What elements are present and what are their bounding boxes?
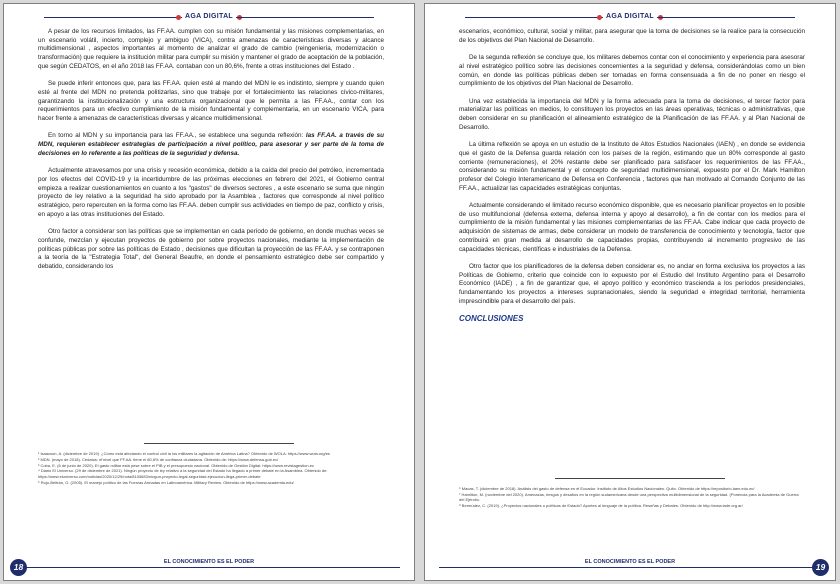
footnote: ⁵ Rojo-Beltrán, G. (2005). El manejo político de las Fuerzas Armadas en Latinoamérica. Military Review. Obtenido de https://www.academia.edu/ [38, 479, 294, 485]
paragraph: Actualmente considerando el limitado recurso económico disponible, que es necesario planificar proyectos en lo posible de uso multifuncional (defensa externa, defensa interna y apoyo al desarrollo), a fin de contar con los medios para el cumplimiento de la misión fundamental y las misiones complementarias de las FF.AA. Cabe indicar que cada proyecto de adquisición de sistemas de armas, debe considerar un modelo de transferencia de conocimiento y tecnología, factor que contribuirá en gran medida al desarrollo de capacidades propias, contribuyendo al incremento progresivo de las capacidades técnicas, científicas e industriales de la Defensa. [459, 202, 805, 253]
footnote: ⁶ Macas, T. (diciembre de 2018). Análisis del gasto de defensa en el Ecuador. Instituto de Altos Estudios Nacionales. Quito. Obtenido de https://repositorio.iaen.edu.ec/ [459, 486, 755, 491]
footnotes [38, 451, 384, 485]
paragraph: Se puede inferir entonces que, para las FF.AA. quien esté al mando del MDN le es indistinto, siempre y cuando quien esté al frente del MDN no pretenda politizarlas, sino que trabaje por el fortalecimiento las relaciones cívico-militares, garantizando la institucionalización y una estructura organizacional que le permita a las FF.AA., contar con los requerimientos para un efectivo cumplimiento de la misión fundamental y complementaria, en un escenario VICA, para hacer frente a amenazas de características diversas y alcance multidimensional. [38, 80, 384, 123]
footnote: ⁴ Diario El Universo. (29 de diciembre de 2021). Ningún proyecto de ley relativo a la seguridad del Estado ha llegado a primer debate en la Asamblea. Obtenido de: https://www.eluniverso.com/noticias/2020/12/29/nota/8105683/ningun-proyecto-legal-seguridad-ejecucion-llega-primer-debate [38, 468, 328, 479]
paragraph: La última reflexión se apoya en un estudio de la Instituto de Altos Estudios Nacionales (IAEN) , en donde se evidencia que el gasto de la Defensa guarda relación con los países de la región, estimando que un 80% corresponde al gasto corriente (remuneraciones), el 20% restante debe ser planificado para satisfacer los requerimientos de las FF.AA., considerando su misión fundamental y el concepto de seguridad multidimensional, expuesto por el Dr. Mark Hamilton profesor del Colegio Interamericano de Defensa en Conferencia , factores que han motivado al Comando Conjunto de las FF.AA., actualizar las capacidades estratégicas conjuntas. [459, 141, 805, 192]
paragraph: Otro factor que los planificadores de la defensa deben considerar es, no anclar en forma exclusiva los proyectos a las Políticas de Gobierno, criterio que coincide con lo expuesto por el Estudio del Instituto Argentino para el Desarrollo Económico (IADE) , a fin de garantizar que, el apoyo político y económico trascienda a los períodos presidenciales, fundamentando los proyectos a intereses supranacionales, siendo la seguridad e integridad territorial, herramienta imprescindible para el desarrollo del país. [459, 262, 805, 305]
page-left [3, 3, 415, 581]
header-rule-right [236, 17, 374, 18]
page-body [459, 28, 805, 333]
footnote: ² MDN. (mayo de 2018). Cedatos: el'nivel que FF.AA. tiene el 80,6% de confianza ciudadana. Obtenido de: https://www.defensa.gob.ec/ [38, 456, 279, 462]
page-number: 19 [812, 559, 829, 576]
emphasis-text: las FF.AA. a través de su MDN, requieren establecer estrategias de participación a nivel político, para asesorar y ser parte de la toma de decisiones en lo referente a las políticas de la seguridad y defensa. [38, 132, 384, 157]
page-body [38, 28, 384, 280]
paragraph [38, 132, 384, 158]
page-number: 18 [10, 559, 27, 576]
footnote: ⁸ Bermúdez, C. (2019). ¿Proyectos nacionales o políticas de Estado? Aportes al lenguaje de la política. Reseñas y Debates. Obtenido de http://www.iade.org.ar/ [459, 503, 743, 508]
footnote: ¹ Isaacson, A. (diciembre de 2019). ¿Cómo está afectando el control civil la los militares la agitación de América Latina? Obtenido de WOLA: https://www.wola.org/es [38, 451, 330, 456]
header-brand: AGA DIGITAL [184, 13, 234, 20]
page-right [424, 3, 836, 581]
paragraph: A pesar de los recursos limitados, las FF.AA. cumplen con su misión fundamental y las misiones complementarias, en un escenario volátil, incierto, complejo y ambiguo (VICA), contra amenazas de características diversas y alcance multidimensional , aspectos importantes al momento de analizar el grado de cambio (reingeniería, modernización o transformación) que requiere la institución militar para cumplir su misión y mantener el grado de aceptación de la población, que según CEDATOS, en el año 2018 las FF.AA. contaban con un 80,6%, frente a otras instituciones del Estado . [38, 28, 384, 70]
footnotes [459, 486, 805, 509]
page-footer-text: EL CONOCIMIENTO ES EL PODER [163, 559, 255, 565]
paragraph: Otro factor a considerar son las políticas que se implementan en cada período de gobierno, en donde muchas veces se confunde, mezclan y ejecutan proyectos de gobierno por sobre proyectos nacionales, mediante la implementación de políticas públicas por sobre las políticas de Estado , decisiones que dificultan la proyección de las FF.AA. y se contraponen a la teoría de la "Estrategia Total", del General Beaufre, en donde el pensamiento estratégico debe ser compartido y debatido, considerando los [38, 228, 384, 270]
footnote-separator [555, 478, 725, 479]
page-footer-rule [439, 567, 821, 568]
footnote-separator [144, 443, 294, 444]
paragraph: Actualmente atravesamos por una crisis y recesión económica, debido a la caída del precio del petróleo, incrementada por los efectos del COVID-19 y la incertidumbre de las próximas elecciones en febrero del 2021, el Gobierno central empieza a realizar cuestionamientos en cuanto a los "gastos" de diversos sectores , a este escenario se suma que ningún proyecto de ley relativo a la seguridad ha sido aprobado por la Asamblea , factores que corresponde al nivel político estratégico, pero repercuten en la forma como las FF.AA. deben cumplir sus actividades en tiempo de paz, conflicto y crisis, en apoyo a las otras instituciones del Estado. [38, 167, 384, 218]
paragraph: De la segunda reflexión se concluye que, los militares debemos contar con el conocimiento y experiencia para asesorar al nivel estratégico político sobre las decisiones concernientes a la seguridad y defensa, considerándolas como un bien común, en donde las políticas públicas deben ser tomadas en forma consensuada a fin de no poner en riesgo el cumplimiento de los objetivos del Plan Nacional de Desarrollo. [459, 54, 805, 88]
paragraph: Una vez establecida la importancia del MDN y la forma adecuada para la toma de decisiones, el tercer factor para materializar las políticas en medios, lo constituyen los proyectos en las áreas operativas, técnicas o administrativas, que deben considerar en su planificación el alineamiento estratégico de la Planificación de las FF.AA. y al Plan Nacional de Desarrollo. [459, 97, 805, 131]
page-footer-text: EL CONOCIMIENTO ES EL PODER [584, 559, 676, 565]
page-footer-rule [18, 567, 400, 568]
paragraph-text: En torno al MDN y su importancia para las FF.AA., se establece una segunda reflexión: [48, 132, 306, 140]
footnote: ³ Coba, E. (6 de junio de 2020). El gasto militar está pese sobre el PIB y el presupuesto nacional. Obtenido de Gestión Digital: https://www.revistagestion.ec [38, 462, 314, 468]
header-brand: AGA DIGITAL [605, 13, 655, 20]
header-rule-right [657, 17, 795, 18]
section-heading: CONCLUSIONES [459, 314, 524, 324]
paragraph: escenarios, económico, cultural, social y militar, para asegurar que la toma de decisiones se la realice para la consecución de los objetivos del Plan Nacional de Desarrollo. [459, 28, 805, 44]
footnote: ⁷ Hamilton, M. (noviembre del 2020). Amenazas, riesgos y desafíos en la región sudamericana desde una perspectiva multidimensional de la seguridad. (Ponencia para la Academia de Guerra del Ejército. [459, 491, 799, 503]
